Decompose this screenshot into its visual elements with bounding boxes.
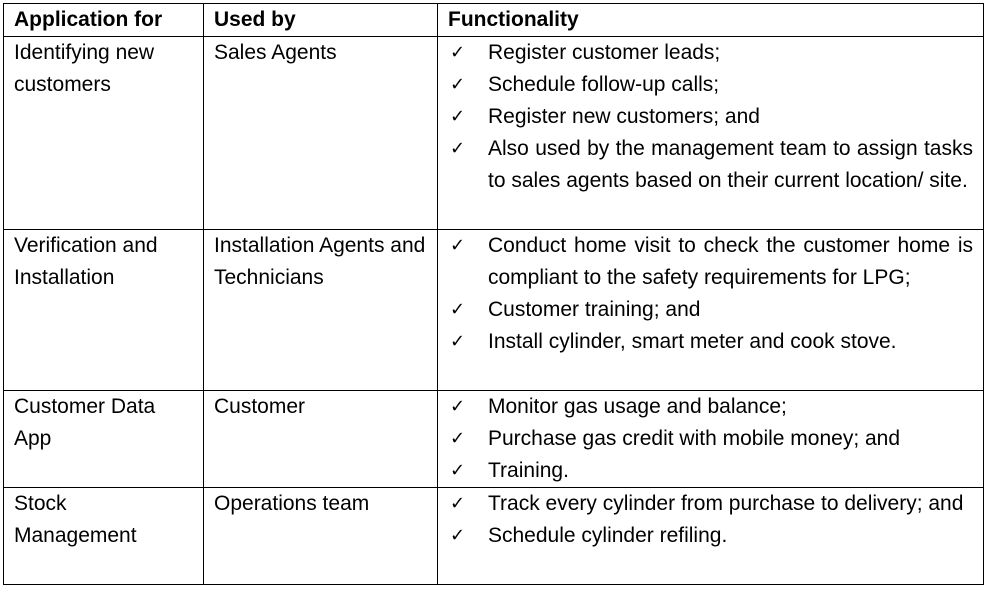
list-item-text: Track every cylinder from purchase to delivery; and: [488, 492, 964, 515]
table-row: [4, 230, 984, 391]
table-header-row: [4, 4, 984, 37]
list-item-text: Also used by the management team to assign tasks to sales agents based on their current location/ site.: [488, 137, 973, 192]
list-item: [448, 423, 973, 455]
table-row: [4, 488, 984, 585]
list-item: [448, 133, 973, 197]
table-row: [4, 37, 984, 230]
list-item: [448, 37, 973, 69]
application-cell: Customer Data App: [4, 391, 204, 488]
check-icon: ✓: [450, 138, 466, 159]
check-icon: ✓: [450, 235, 466, 256]
application-cell: Identifying new customers: [4, 37, 204, 230]
applications-table: [3, 3, 984, 585]
check-icon: ✓: [450, 493, 466, 514]
list-item: [448, 455, 973, 487]
application-cell: Verification and Installation: [4, 230, 204, 391]
list-item: [448, 294, 973, 326]
functionality-cell: [438, 391, 984, 488]
table-row: [4, 391, 984, 488]
check-icon: ✓: [450, 396, 466, 417]
header-functionality: Functionality: [438, 4, 984, 37]
used-by-cell: Sales Agents: [204, 37, 438, 230]
functionality-cell: [438, 488, 984, 585]
list-item: [448, 326, 973, 358]
list-item-text: Install cylinder, smart meter and cook stove.: [488, 330, 897, 353]
list-item: [448, 520, 973, 552]
list-item: [448, 230, 973, 294]
list-item-text: Schedule cylinder refiling.: [488, 524, 728, 547]
check-icon: ✓: [450, 525, 466, 546]
list-item: [448, 488, 973, 520]
list-item-text: Schedule follow-up calls;: [488, 73, 720, 96]
application-cell: Stock Management: [4, 488, 204, 585]
check-icon: ✓: [450, 42, 466, 63]
header-used-by: Used by: [204, 4, 438, 37]
used-by-cell: Customer: [204, 391, 438, 488]
check-icon: ✓: [450, 74, 466, 95]
used-by-cell: Operations team: [204, 488, 438, 585]
list-item: [448, 391, 973, 423]
list-item-text: Monitor gas usage and balance;: [488, 395, 787, 418]
list-item-text: Register new customers; and: [488, 105, 760, 128]
check-icon: ✓: [450, 299, 466, 320]
list-item-text: Training.: [488, 459, 569, 482]
list-item-text: Register customer leads;: [488, 41, 721, 64]
check-icon: ✓: [450, 106, 466, 127]
list-item: [448, 69, 973, 101]
used-by-cell: Installation Agents and Technicians: [204, 230, 438, 391]
check-icon: ✓: [450, 331, 466, 352]
functionality-list: [448, 488, 973, 552]
list-item-text: Purchase gas credit with mobile money; and: [488, 427, 901, 450]
header-application: Application for: [4, 4, 204, 37]
list-item-text: Customer training; and: [488, 298, 701, 321]
list-item: [448, 101, 973, 133]
functionality-list: [448, 37, 973, 197]
check-icon: ✓: [450, 428, 466, 449]
check-icon: ✓: [450, 460, 466, 481]
functionality-list: [448, 391, 973, 487]
functionality-cell: [438, 37, 984, 230]
list-item-text: Conduct home visit to check the customer home is compliant to the safety requirements for LPG;: [488, 234, 973, 289]
functionality-cell: [438, 230, 984, 391]
functionality-list: [448, 230, 973, 358]
